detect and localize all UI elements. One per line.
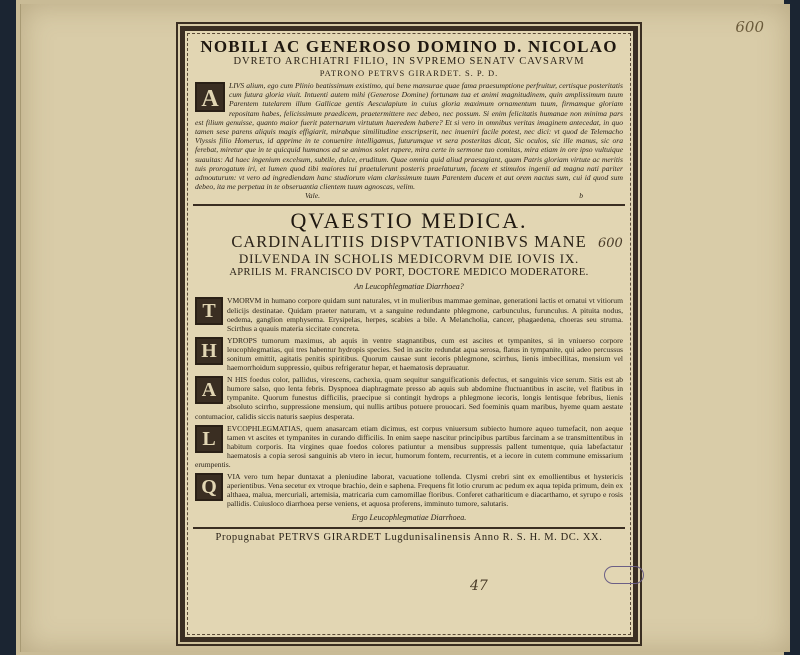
dedication-title: NOBILI AC GENEROSO DOMINO D. NICOLAO — [200, 37, 618, 56]
dedication-subtitle: DVRETO ARCHIATRI FILIO, IN SVPREMO SENATV CAVSARVM — [233, 56, 585, 67]
quaestio-line-2: CARDINALITIIS DISPVTATIONIBVS MANE — [231, 232, 587, 252]
quaestio-title: QVAESTIO MEDICA. — [290, 208, 528, 234]
library-stamp — [604, 566, 644, 584]
section-dropcap: L — [195, 425, 223, 453]
section-dropcap: A — [195, 376, 223, 404]
handwritten-annotation-600: 600 — [598, 236, 623, 251]
divider-rule — [193, 204, 625, 206]
section-dropcap: T — [195, 297, 223, 325]
thesis-section — [195, 336, 623, 372]
section-text: N HIS foedus color, pallidus, virescens, cachexia, quam sequitur sanguificationis defectus, et sanguinis vice serum. Sitis est ab humore salso, quo lenta febris. Dyspnoea diaphragmate presso ab aquis sub abdomine fluctuantibus in ascite, vel flatibus in tympanite. Quorum funestus difficilis, praecipue si contingit hydrops a phlegmone iecoris, longis lentisque febribus, lienis absoluto scirrho, suppressione mensium, qui nullis artibus potuere prouocari. Sed foeminis quam maribus, hyeme quam aestate contumacior, calidis siccis naturis saepius desperata. — [195, 375, 623, 421]
thesis-section — [195, 472, 623, 508]
section-text: VIA vero tum hepar duntaxat a pleniudine laborat, vacuatione tollenda. Clysmi crebri sint ex emollientibus et hystericis aperientibus. Vena secetur ex vtroque brachio, dein e saphena. Frequens fit lotio crurum ac pedum ex aqua tepida primum, dein ex althaea, malua, mercuriali, artemisia, matricaria cum camomillae floribus. Conferet cathariticum e diacarthamo, et syrupo e rosis pallidis. Cuiusloco diarrhoea perse veniens, et aquosa proferens, imminuto tumore, salutaris. — [227, 472, 623, 509]
dedication-dropcap: A — [195, 82, 225, 112]
quaestio-line-3: DILVENDA IN SCHOLIS MEDICORVM DIE IOVIS IX. — [238, 251, 580, 267]
thesis-section — [195, 375, 623, 420]
section-dropcap: Q — [195, 473, 223, 501]
folio-number: 600 — [735, 18, 764, 36]
dedication-sign — [195, 191, 623, 200]
conclusion: Ergo Leucophlegmatiae Diarrhoea. — [351, 512, 467, 522]
footer-rule — [193, 527, 625, 529]
section-text: EVCOPHLEGMATIAS, quem anasarcam etiam dicimus, est corpus vniuersum subiecto humore aqueo tumefacit, non aeque tamen vt ascites et tympanites in curando difficilis. In enim saepe nascitur principibus partibus farcinam a se transmittentibus in habitum corporis. Ita virgines quae foedos colores patiuntur a mensibus suppressis pallent tumentque, quia labefactatur haematosis a copia serosi sanguinis ab vtero in iecur, humorum fontem, recurrentis, et a iecore in cutem commune emissarium erumpentis. — [195, 423, 623, 470]
sign-vale: Vale. — [305, 191, 320, 201]
quaestio-line-4: APRILIS M. FRANCISCO DV PORT, DOCTORE MEDICO MODERATORE. — [229, 267, 589, 279]
footer-imprint: Propugnabat PETRVS GIRARDET Lugdunisalinensis Anno R. S. H. M. DC. XX. — [215, 531, 603, 543]
sign-signature-mark: b — [579, 191, 583, 201]
section-text: YDROPS tumorum maximus, ab aquis in ventre stagnantibus, cum est ascites et tympanites, si in vniuerso corpore leucophlegmatias, qui tres habentur hydropis species. Sed in ascite redundat aqua serosa, flatus in tympanite, qui adeo percussus sonitum emittit, agitatis penitis spiritibus. Quorum causae sunt iecoris phlegmone, scirrhus, lienis imbecillitas, mensium vel haemorrhoidum suppressio, quibus refrigeratur hepar, et haematosis deprauatur. — [227, 335, 623, 373]
broadside-frame — [180, 26, 638, 642]
section-dropcap: H — [195, 337, 223, 365]
dedication-letter — [195, 81, 623, 191]
dedication-body: LIVS alium, ego cum Plinio beatissimum existimo, qui bene mansurae quae fama praesumptione perfruitur, certisque posteritatis cum futura gloria viuit. Intuenti autem mihi (Generose Domine) fortunam tua et animi magnitudinem, quin amplissimum tuum Parentem tutelarem illum Gallicae gentis Aesculapium in cuius gloria maximum ornamentum tuum, firmamque gloriam repositam habes, felicissimum praedicem, praetermittere nec debeo, nec possum. Si enim felicitatis humanae non minima pars est filium genuisse, quanto maior fuerit paternarum virtutum haeredem habere? Et si vero in omnibus veritas imaginem antecedat, in quo tamen sese parens aliquis magis effigiarit, mirabque similitudine exscripserit, nec inueniri facile potest, nec dici: vt quod de Telemacho Vlyssis filio Homerus, id apprime in te conuenire intelligamus, futurumque vt sera posteritas dicat, Sic oculos, sic ille manus, sic ora ferebat, miretur que in te quicquid humanos ad se animos solet rapere, mira certe in sermone tuo comitas, mira etiam in ore ipso vultuique suauitas: Ad haec ingenium excelsum, subtile, dulce, eruditum. Quae omnia quid aliud praesagiant, quam Patris gloriam virtute ac meritis tuis prorogatum iri, et lumen quod tibi maiores tui praetulerunt posteris praelaturum, facem et stimulos ingenii ad magna nati pariter admouturum: vt vero ad ingrediendam hanc studiorum viam clarissimum tuum Parentem ducem et aut orem nactus sum, cui id quod sum debeo, ita me perpetua in te obseruantia clientem tuum agnoscas, velim. — [195, 81, 623, 192]
dedication-patron: PATRONO PETRVS GIRARDET. S. P. D. — [319, 68, 499, 78]
thesis-section — [195, 296, 623, 332]
handwritten-annotation-47: 47 — [470, 578, 488, 594]
thesis-section — [195, 424, 623, 469]
quaestio-question: An Leucophlegmatiae Diarrhoea? — [354, 282, 464, 292]
section-text: VMORVM in humano corpore quidam sunt naturales, vt in mulieribus mammae geminae, generationi lactis et ornatui vt vitiorum delicijs destinatae. Quidam praeter naturam, vt a sanguine redundante phlegmone, carbunculus, furunculus. A pituita nodus, oedema, ganglion emphysema. Erysipelas, herpes, scabies a bile. A Melancholia, cancer, phagaedena, choeras seu struma. Scirthus a quauis materia siccitate concreta. — [227, 296, 623, 333]
